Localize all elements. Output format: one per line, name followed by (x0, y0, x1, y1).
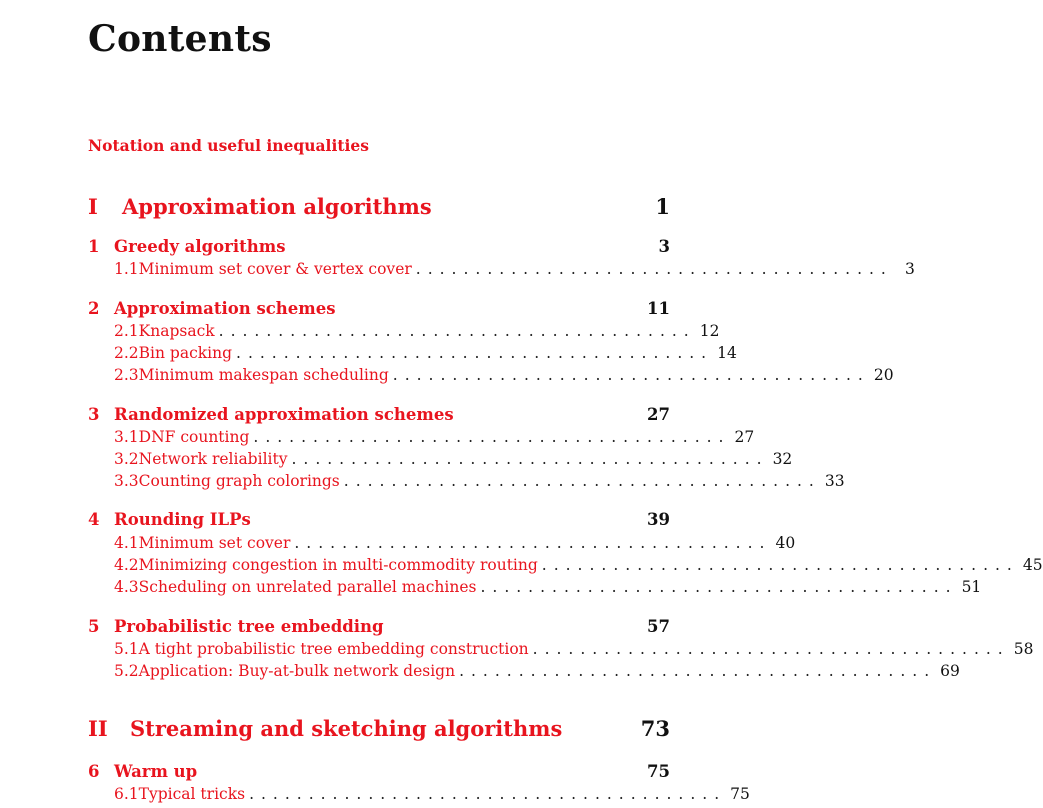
page-number: 75 (647, 762, 670, 781)
chapter-number: 6 (88, 762, 100, 781)
chapter-title[interactable]: Randomized approximation schemes (114, 405, 454, 424)
chapter-number: 5 (88, 617, 100, 636)
chapter-title[interactable]: Warm up (114, 762, 198, 781)
chapter-number: 3 (88, 405, 100, 424)
dot-leader: ........................................ (249, 785, 727, 803)
section-title[interactable]: Minimizing congestion in multi-commodity routing (138, 556, 538, 574)
page-number: 27 (734, 428, 755, 446)
toc-part[interactable] (88, 716, 670, 741)
section-title[interactable]: Minimum makespan scheduling (138, 366, 389, 384)
page-number: 73 (640, 716, 670, 741)
section-number: 4.1 (114, 534, 139, 552)
section-number: 3.1 (114, 428, 139, 446)
page-number: 1 (655, 194, 670, 219)
toc-section[interactable] (114, 366, 894, 384)
section-title[interactable]: Application: Buy-at-bulk network design (138, 662, 456, 680)
toc-section[interactable] (114, 640, 1034, 658)
chapter-title[interactable]: Rounding ILPs (114, 510, 251, 529)
dot-leader: ........................................ (392, 366, 870, 384)
toc-chapter[interactable] (88, 510, 670, 529)
dot-leader: ........................................ (291, 450, 769, 468)
page-number: 58 (1013, 640, 1034, 658)
page-number: 11 (647, 299, 670, 318)
section-title[interactable]: A tight probabilistic tree embedding construction (138, 640, 529, 658)
dot-leader: ........................................ (480, 578, 958, 596)
toc-section[interactable] (114, 260, 915, 278)
section-number: 6.1 (114, 785, 139, 803)
chapter-number: 2 (88, 299, 100, 318)
section-title[interactable]: Scheduling on unrelated parallel machines (138, 578, 477, 596)
section-number: 3.2 (114, 450, 139, 468)
dot-leader: ........................................ (253, 428, 731, 446)
page-number: 14 (717, 344, 737, 362)
section-title[interactable]: Bin packing (138, 344, 233, 362)
dot-leader: ........................................ (459, 662, 937, 680)
toc-section[interactable] (114, 534, 796, 552)
page-number: 12 (699, 322, 720, 340)
page-number: 20 (873, 366, 894, 384)
toc-link-notation[interactable]: Notation and useful inequalities (88, 136, 369, 155)
chapter-number: 4 (88, 510, 100, 529)
dot-leader: ........................................ (294, 534, 772, 552)
section-title[interactable]: Knapsack (138, 322, 215, 340)
toc-section[interactable] (114, 344, 737, 362)
page-number: 40 (775, 534, 796, 552)
section-number: 3.3 (114, 472, 139, 490)
section-title[interactable]: Typical tricks (138, 785, 246, 803)
section-title[interactable]: DNF counting (138, 428, 250, 446)
chapter-title[interactable]: Greedy algorithms (114, 237, 286, 256)
part-number: I (88, 194, 98, 219)
section-number: 5.2 (114, 662, 139, 680)
toc-chapter[interactable] (88, 762, 670, 781)
chapter-number: 1 (88, 237, 100, 256)
part-number: II (88, 716, 108, 741)
page-number: 51 (961, 578, 982, 596)
dot-leader: ........................................ (236, 344, 714, 362)
page-number: 32 (772, 450, 793, 468)
toc-chapter[interactable] (88, 237, 670, 256)
dot-leader: ........................................ (541, 556, 1019, 574)
part-title[interactable]: Streaming and sketching algorithms (130, 716, 563, 741)
dot-leader: ........................................ (343, 472, 821, 490)
page-number: 3 (905, 260, 915, 278)
section-title[interactable]: Minimum set cover & vertex cover (138, 260, 412, 278)
page-number: 75 (730, 785, 750, 803)
dot-leader: ........................................ (415, 260, 893, 278)
page-title: Contents (88, 18, 272, 60)
section-number: 5.1 (114, 640, 139, 658)
dot-leader: ........................................ (218, 322, 696, 340)
toc-section[interactable] (114, 472, 845, 490)
toc-section[interactable] (114, 428, 755, 446)
toc-section[interactable] (114, 450, 793, 468)
section-title[interactable]: Network reliability (138, 450, 288, 468)
part-title[interactable]: Approximation algorithms (122, 194, 432, 219)
section-title[interactable]: Minimum set cover (138, 534, 291, 552)
section-number: 2.1 (114, 322, 139, 340)
page-number: 27 (647, 405, 670, 424)
toc-section[interactable] (114, 322, 720, 340)
section-number: 1.1 (114, 260, 139, 278)
toc-section[interactable] (114, 662, 960, 680)
page-number: 69 (940, 662, 960, 680)
section-number: 4.2 (114, 556, 139, 574)
page-number: 3 (658, 237, 670, 256)
chapter-title[interactable]: Approximation schemes (114, 299, 336, 318)
toc-section[interactable] (114, 556, 1043, 574)
toc-chapter[interactable] (88, 299, 670, 318)
toc-chapter[interactable] (88, 617, 670, 636)
page-number: 45 (1022, 556, 1043, 574)
section-number: 2.2 (114, 344, 139, 362)
page-number: 57 (647, 617, 670, 636)
toc-section[interactable] (114, 785, 750, 803)
section-title[interactable]: Counting graph colorings (138, 472, 340, 490)
toc-part[interactable] (88, 194, 670, 219)
page-number: 39 (647, 510, 670, 529)
toc-section[interactable] (114, 578, 982, 596)
dot-leader: ........................................ (532, 640, 1010, 658)
chapter-title[interactable]: Probabilistic tree embedding (114, 617, 384, 636)
section-number: 2.3 (114, 366, 139, 384)
page-number: 33 (824, 472, 845, 490)
section-number: 4.3 (114, 578, 139, 596)
toc-chapter[interactable] (88, 405, 670, 424)
